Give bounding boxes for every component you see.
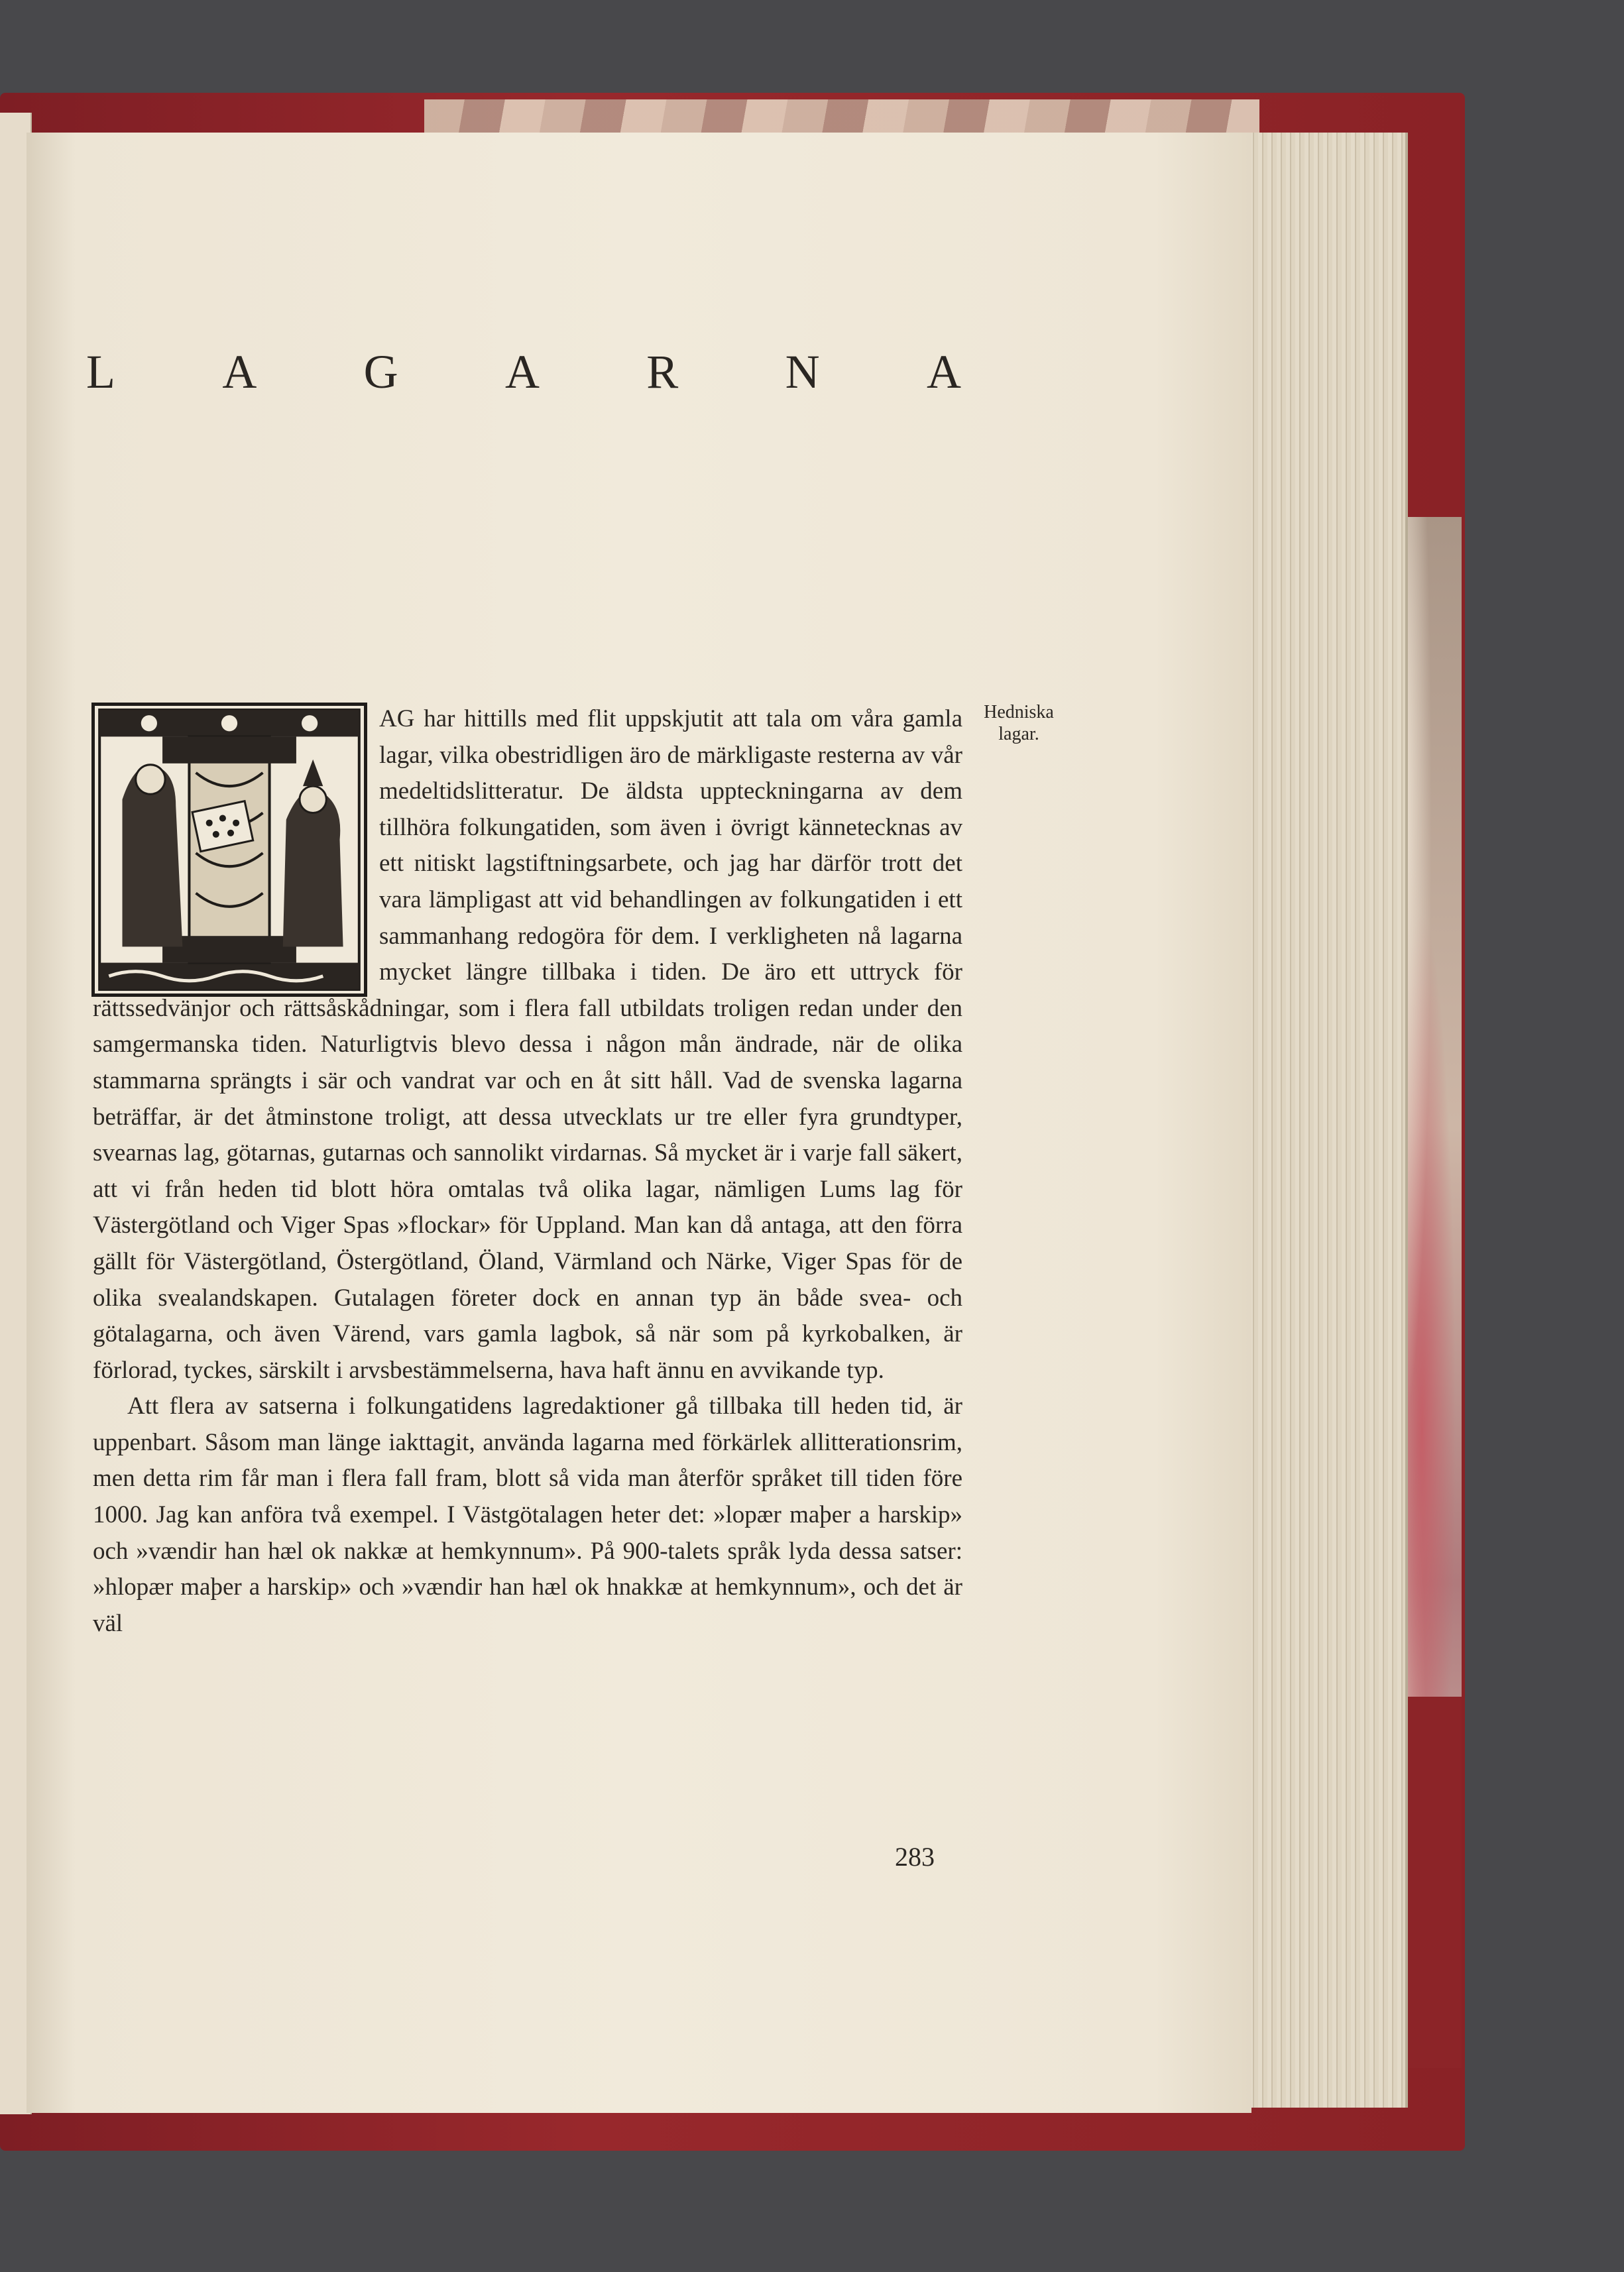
body-text	[93, 701, 962, 1642]
heading-letter: L	[86, 345, 115, 398]
heading-letter: R	[646, 345, 679, 398]
page-number: 283	[895, 1842, 935, 1872]
page-edges	[1240, 133, 1408, 2108]
initial-spacer	[93, 701, 379, 990]
heading-letter: G	[363, 345, 398, 398]
paragraph: AG har hittills med flit uppskjutit att tala om våra gamla lagar, vilka obestridligen äro de märkligaste resterna av vår medeltidslitteratur. De äldsta uppteckningarna av dem tillhöra folkungatiden, som även i övrigt kännetecknas av ett nitiskt lagstiftningsarbete, och jag har därför trott det vara lämpligast att vid behandlingen av folkungatiden i ett sammanhang redogöra för dem. I verkligheten nå lagarna mycket längre tillbaka i tiden. De äro ett uttryck för rättssedvänjor och rättsåskådningar, som i flera fall utbildats troligen redan under den samgermanska tiden. Naturligtvis blevo dessa i någon mån ändrade, när de olika stammarna sprängts i sär och vandrat var och en åt sitt håll. Vad de svenska lagarna beträffar, är det åtminstone troligt, att dessa utvecklats ur tre eller fyra grundtyper, svearnas lag, götarnas, gutarnas och sannolikt virdarnas. Så mycket är i varje fall säkert, att vi från heden tid blott höra omtalas två olika lagar, nämligen Lums lag för Västergötland och Viger Spas »flockar» för Uppland. Man kan då antaga, att den förra gällt för Västergötland, Östergötland, Öland, Värmland och Närke, Viger Spas för de olika svealandskapen. Gutalagen företer dock en annan typ än både svea- och götalagarna, och även Värend, vars gamla lagbok, så när som på kyrkobalken, är förlorad, tyckes, särskilt i arvsbestämmelserna, hava haft ännu en avvikande typ.	[93, 705, 962, 1384]
margin-note: Hedniska lagar.	[984, 702, 1054, 744]
heading-letter: A	[504, 345, 540, 398]
heading-letter: A	[926, 345, 961, 398]
paragraph: Att flera av satserna i folkungatidens lagredaktioner gå tillbaka till heden tid, är uppenbart. Såsom man länge iakttagit, använda lagarna med förkärlek allitterationsrim, men detta rim får man i flera fall fram, blott så vida man återför språket till tiden före 1000. Jag kan anföra två exempel. I Västgötalagen heter det: »lopær maþer a harskip» och »vændir han hæl ok nakkæ at hemkynnum». På 900-talets språk lyda dessa satser: »hlopær maþer a harskip» och »vændir han hæl ok hnakkæ at hemkynnum», och det är väl	[93, 1392, 962, 1637]
chapter-heading	[86, 345, 961, 400]
heading-letter: N	[785, 345, 820, 398]
heading-letter: A	[222, 345, 257, 398]
